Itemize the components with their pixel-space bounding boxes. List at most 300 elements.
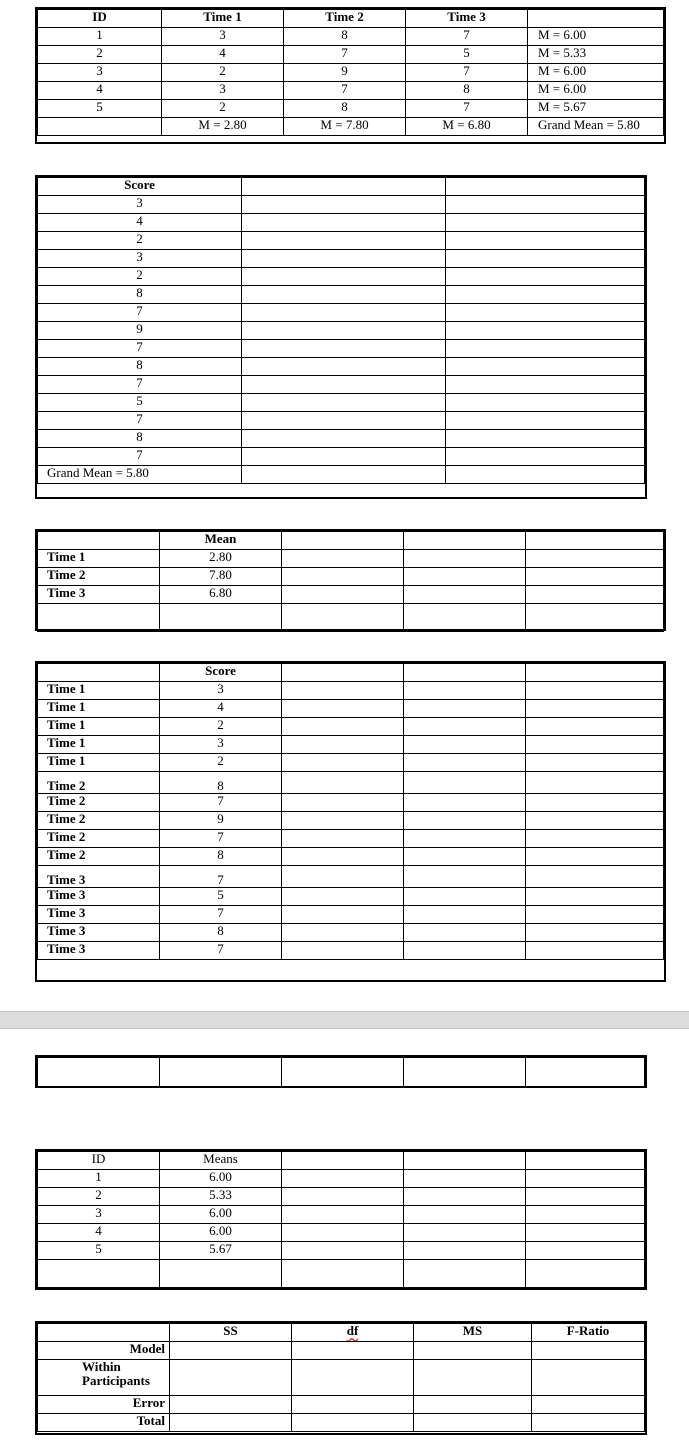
row-label: Time 3	[38, 924, 160, 942]
table-row	[38, 888, 664, 906]
header-cell: ID	[38, 1152, 160, 1170]
table-row	[38, 28, 664, 46]
table-row	[38, 866, 664, 888]
cell: 8	[160, 772, 282, 794]
table-row	[38, 304, 645, 322]
cell	[446, 340, 645, 358]
table-row	[38, 812, 664, 830]
cell	[282, 830, 404, 848]
table-row	[38, 250, 645, 268]
cell: 5	[38, 1242, 160, 1260]
cell	[242, 214, 446, 232]
cell	[282, 532, 404, 550]
cell	[404, 682, 526, 700]
cell: M = 7.80	[284, 118, 406, 136]
cell	[404, 906, 526, 924]
header-cell: Time 2	[284, 10, 406, 28]
header-cell: Time 1	[162, 10, 284, 28]
cell	[532, 1342, 645, 1360]
cell: 3	[38, 196, 242, 214]
cell	[38, 1260, 160, 1288]
cell: 7.80	[160, 568, 282, 586]
table-row	[38, 118, 664, 136]
cell	[526, 664, 664, 682]
cell: M = 6.00	[528, 64, 664, 82]
table-header-row	[38, 10, 664, 28]
cell: 8	[284, 100, 406, 118]
page-break	[0, 1011, 689, 1029]
row-label: Time 3	[38, 586, 160, 604]
cell	[446, 232, 645, 250]
cell	[446, 412, 645, 430]
cell	[404, 1206, 526, 1224]
cell	[282, 1152, 404, 1170]
cell: 4	[38, 214, 242, 232]
header-cell	[528, 10, 664, 28]
cell	[292, 1396, 414, 1414]
table-row	[38, 830, 664, 848]
cell: 7	[406, 64, 528, 82]
cell	[526, 924, 664, 942]
cell: 2	[38, 268, 242, 286]
cell	[38, 532, 160, 550]
participant-means-table	[35, 1149, 647, 1290]
cell	[292, 1360, 414, 1396]
row-label: Time 1	[38, 700, 160, 718]
table-row	[38, 1360, 645, 1396]
cell	[446, 358, 645, 376]
cell	[282, 812, 404, 830]
cell	[526, 550, 664, 568]
cell: 1	[38, 28, 162, 46]
cell: 2	[160, 718, 282, 736]
cell	[38, 604, 160, 632]
cell	[446, 214, 645, 232]
cell	[242, 250, 446, 268]
cell	[242, 376, 446, 394]
cell	[242, 322, 446, 340]
cell	[282, 700, 404, 718]
cell	[532, 1414, 645, 1432]
table-row	[38, 1058, 645, 1087]
cell	[446, 376, 645, 394]
cell: 5	[38, 100, 162, 118]
cell	[526, 532, 664, 550]
cell: M = 6.00	[528, 28, 664, 46]
cell: 7	[38, 376, 242, 394]
cell: 8	[38, 286, 242, 304]
table-header-row	[38, 532, 664, 550]
cell	[242, 178, 446, 196]
cell	[404, 604, 526, 632]
cell	[526, 1206, 645, 1224]
cell	[282, 1224, 404, 1242]
header-cell	[292, 1324, 414, 1342]
cell	[282, 754, 404, 772]
table-row	[38, 1260, 645, 1288]
cell	[282, 586, 404, 604]
cell	[404, 848, 526, 866]
cell	[446, 466, 645, 484]
row-label: Time 2	[38, 830, 160, 848]
cell	[404, 1260, 526, 1288]
cell	[282, 924, 404, 942]
cell	[404, 942, 526, 960]
row-label: Time 2	[38, 848, 160, 866]
cell: 6.80	[160, 586, 282, 604]
cell	[282, 772, 404, 794]
header-cell: Means	[160, 1152, 282, 1170]
cell: 7	[160, 866, 282, 888]
cell	[404, 736, 526, 754]
cell	[446, 304, 645, 322]
table-row	[38, 1414, 645, 1432]
cell	[526, 754, 664, 772]
table-row	[38, 794, 664, 812]
cell: 8	[406, 82, 528, 100]
cell	[242, 448, 446, 466]
header-cell: ID	[38, 10, 162, 28]
cell	[282, 718, 404, 736]
cell	[282, 664, 404, 682]
cell: 7	[160, 906, 282, 924]
cell	[446, 448, 645, 466]
cell: 5	[38, 394, 242, 412]
cell: 9	[160, 812, 282, 830]
cell	[282, 866, 404, 888]
cell	[526, 1170, 645, 1188]
cell	[404, 1152, 526, 1170]
table-row	[38, 214, 645, 232]
cell: 2	[38, 232, 242, 250]
cell: Grand Mean = 5.80	[38, 466, 242, 484]
cell	[404, 924, 526, 942]
cell	[526, 1242, 645, 1260]
cell	[282, 906, 404, 924]
cell: M = 5.33	[528, 46, 664, 64]
cell	[404, 888, 526, 906]
table-row	[38, 64, 664, 82]
cell	[526, 772, 664, 794]
empty-table	[35, 1055, 647, 1088]
cell	[404, 718, 526, 736]
cell	[526, 1058, 645, 1087]
cell	[526, 736, 664, 754]
cell	[282, 1242, 404, 1260]
cell	[446, 430, 645, 448]
row-label: Time 3	[38, 906, 160, 924]
cell	[404, 568, 526, 586]
cell	[242, 466, 446, 484]
cell	[526, 1188, 645, 1206]
table-row	[38, 232, 645, 250]
cell: 2	[162, 100, 284, 118]
cell	[404, 586, 526, 604]
table-row	[38, 340, 645, 358]
score-table	[35, 175, 647, 499]
table-row	[38, 586, 664, 604]
cell: 7	[38, 340, 242, 358]
row-label: Time 2	[38, 772, 160, 794]
cell	[242, 196, 446, 214]
cell	[526, 866, 664, 888]
table-row	[38, 412, 645, 430]
cell	[404, 700, 526, 718]
cell	[404, 550, 526, 568]
cell	[404, 772, 526, 794]
table-row	[38, 1224, 645, 1242]
cell	[446, 286, 645, 304]
cell	[526, 682, 664, 700]
cell	[526, 1260, 645, 1288]
table-row	[38, 550, 664, 568]
cell: 8	[38, 430, 242, 448]
cell: 2	[162, 64, 284, 82]
cell	[526, 586, 664, 604]
cell	[170, 1414, 292, 1432]
table-row	[38, 1396, 645, 1414]
table-header-row	[38, 1152, 645, 1170]
cell: 7	[406, 28, 528, 46]
row-label: Time 2	[38, 812, 160, 830]
cell: Grand Mean = 5.80	[528, 118, 664, 136]
cell	[526, 812, 664, 830]
header-cell: MS	[414, 1324, 532, 1342]
cell	[414, 1396, 532, 1414]
cell: 8	[38, 358, 242, 376]
table-row	[38, 848, 664, 866]
table-row	[38, 700, 664, 718]
means-table	[35, 529, 666, 631]
cell: 5.33	[160, 1188, 282, 1206]
table-row	[38, 568, 664, 586]
cell: M = 6.00	[528, 82, 664, 100]
cell: 2	[38, 1188, 160, 1206]
header-cell: Score	[160, 664, 282, 682]
table-row	[38, 682, 664, 700]
cell	[282, 1188, 404, 1206]
table-row	[38, 942, 664, 960]
cell: 3	[38, 1206, 160, 1224]
table-row	[38, 1206, 645, 1224]
table-row	[38, 604, 664, 632]
table-row	[38, 718, 664, 736]
cell: 5.67	[160, 1242, 282, 1260]
header-cell: Mean	[160, 532, 282, 550]
cell	[526, 794, 664, 812]
cell	[526, 888, 664, 906]
cell	[282, 1260, 404, 1288]
table-row	[38, 736, 664, 754]
cell: 7	[38, 304, 242, 322]
table-row	[38, 196, 645, 214]
row-label: Time 2	[38, 794, 160, 812]
cell	[404, 664, 526, 682]
cell	[38, 1324, 170, 1342]
cell	[446, 268, 645, 286]
cell: 4	[160, 700, 282, 718]
cell	[526, 718, 664, 736]
cell: 7	[38, 412, 242, 430]
header-cell: Time 3	[406, 10, 528, 28]
cell	[242, 232, 446, 250]
cell	[282, 682, 404, 700]
table-row	[38, 906, 664, 924]
cell: 2.80	[160, 550, 282, 568]
table-row	[38, 754, 664, 772]
table-row	[38, 376, 645, 394]
cell	[242, 340, 446, 358]
row-label: Time 1	[38, 550, 160, 568]
cell: 3	[162, 28, 284, 46]
cell: 7	[160, 942, 282, 960]
cell	[404, 866, 526, 888]
table-row	[38, 430, 645, 448]
cell	[242, 430, 446, 448]
cell	[526, 604, 664, 632]
row-label: Time 2	[38, 568, 160, 586]
cell	[526, 906, 664, 924]
cell: 1	[38, 1170, 160, 1188]
data-table	[35, 7, 666, 144]
spellcheck-word: df	[346, 1323, 359, 1338]
table-row	[38, 1242, 645, 1260]
cell	[242, 394, 446, 412]
cell	[282, 1170, 404, 1188]
header-cell: F-Ratio	[532, 1324, 645, 1342]
table-row	[38, 924, 664, 942]
cell	[38, 1058, 160, 1087]
cell: 7	[284, 46, 406, 64]
cell: 7	[38, 448, 242, 466]
cell	[282, 1058, 404, 1087]
cell: M = 6.80	[406, 118, 528, 136]
table-header-row	[38, 664, 664, 682]
anova-table	[35, 1321, 647, 1435]
cell: 7	[160, 794, 282, 812]
cell	[404, 1224, 526, 1242]
cell: 3	[38, 64, 162, 82]
table-header-row	[38, 178, 645, 196]
header-cell: Score	[38, 178, 242, 196]
cell	[404, 1170, 526, 1188]
cell	[292, 1414, 414, 1432]
cell: 4	[38, 1224, 160, 1242]
cell: 3	[160, 682, 282, 700]
cell: 5	[406, 46, 528, 64]
cell: 6.00	[160, 1206, 282, 1224]
cell: 3	[162, 82, 284, 100]
cell: 7	[284, 82, 406, 100]
table-row	[38, 82, 664, 100]
cell: 3	[160, 736, 282, 754]
cell	[282, 1206, 404, 1224]
cell: 8	[160, 848, 282, 866]
cell	[404, 1058, 526, 1087]
cell	[414, 1342, 532, 1360]
cell	[526, 1152, 645, 1170]
table-row	[38, 1170, 645, 1188]
cell	[242, 358, 446, 376]
table-row	[38, 286, 645, 304]
table-row	[38, 46, 664, 64]
cell	[404, 812, 526, 830]
cell	[446, 196, 645, 214]
cell	[242, 412, 446, 430]
cell	[404, 830, 526, 848]
cell: 7	[406, 100, 528, 118]
cell	[242, 268, 446, 286]
row-label: Time 3	[38, 888, 160, 906]
table-row	[38, 322, 645, 340]
cell: 9	[38, 322, 242, 340]
cell	[404, 1242, 526, 1260]
cell	[446, 322, 645, 340]
table-row	[38, 1188, 645, 1206]
table-row	[38, 466, 645, 484]
row-label: Within Participants	[38, 1360, 170, 1396]
cell	[160, 604, 282, 632]
row-label: Model	[38, 1342, 170, 1360]
cell	[414, 1414, 532, 1432]
cell	[282, 848, 404, 866]
table-row	[38, 1342, 645, 1360]
cell	[446, 178, 645, 196]
row-label: Time 1	[38, 718, 160, 736]
cell	[282, 888, 404, 906]
cell: 2	[38, 46, 162, 64]
cell	[160, 1260, 282, 1288]
cell: 2	[160, 754, 282, 772]
cell: 6.00	[160, 1170, 282, 1188]
cell: 4	[162, 46, 284, 64]
cell: 6.00	[160, 1224, 282, 1242]
cell	[292, 1342, 414, 1360]
cell	[404, 1188, 526, 1206]
table-row	[38, 100, 664, 118]
cell	[532, 1360, 645, 1396]
cell	[282, 736, 404, 754]
cell	[526, 1224, 645, 1242]
cell	[532, 1396, 645, 1414]
cell	[282, 568, 404, 586]
table-row	[38, 772, 664, 794]
cell	[526, 830, 664, 848]
row-label: Time 3	[38, 942, 160, 960]
table-header-row	[38, 1324, 645, 1342]
cell: 7	[160, 830, 282, 848]
table-row	[38, 394, 645, 412]
row-label: Error	[38, 1396, 170, 1414]
cell	[526, 848, 664, 866]
long-format-table	[35, 661, 666, 982]
cell	[170, 1360, 292, 1396]
cell	[282, 550, 404, 568]
cell: 4	[38, 82, 162, 100]
cell: M = 5.67	[528, 100, 664, 118]
cell	[242, 304, 446, 322]
cell	[282, 604, 404, 632]
cell	[526, 942, 664, 960]
cell	[170, 1396, 292, 1414]
cell	[414, 1360, 532, 1396]
cell	[242, 286, 446, 304]
cell	[160, 1058, 282, 1087]
table-row	[38, 358, 645, 376]
cell	[526, 568, 664, 586]
cell: M = 2.80	[162, 118, 284, 136]
row-label: Time 1	[38, 736, 160, 754]
